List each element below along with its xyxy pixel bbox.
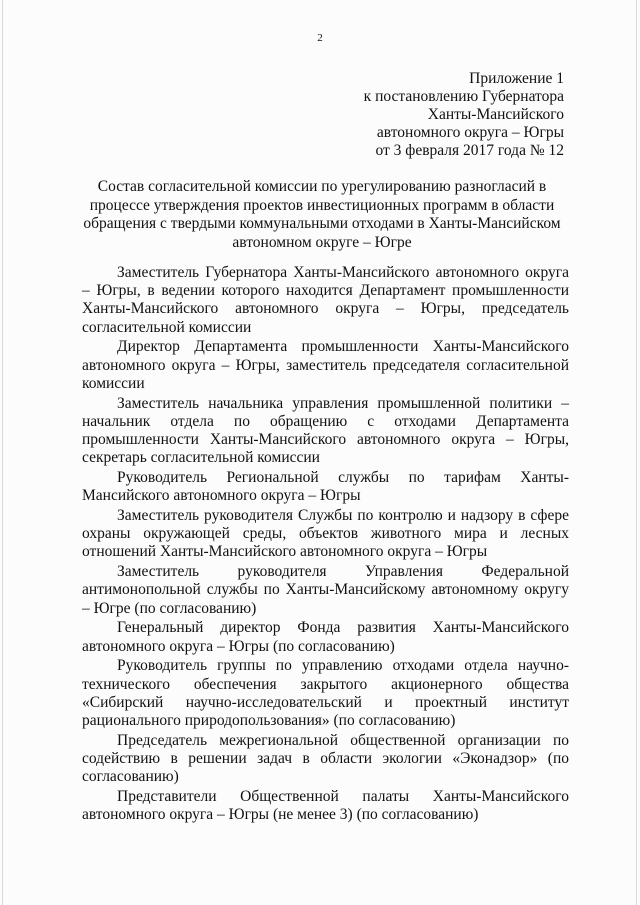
document-title [82,178,562,252]
appendix-line: к постановлению Губернатора [363,88,564,105]
title-line: процессе утверждения проектов инвестиционных программ в области [89,196,555,214]
title-line: автономном округе – Югре [232,233,412,251]
commission-member: Директор Департамента промышленности Ханты-Мансийского автономного округа – Югры, заместитель председателя согласительной комиссии [82,338,569,392]
appendix-line: Приложение 1 [469,70,564,87]
commission-member: Генеральный директор Фонда развития Ханты-Мансийского автономного округа – Югры (по согласованию) [82,619,569,655]
appendix-header [304,70,564,160]
page-number: 2 [317,32,323,44]
appendix-line: Ханты-Мансийского [427,106,564,123]
commission-member: Заместитель Губернатора Ханты-Мансийского автономного округа – Югры, в ведении которого находится Департамент промышленности Ханты-Мансийского автономного округа – Югры, председатель согласительной комиссии [82,264,569,336]
scan-edge-left [2,0,3,905]
commission-member: Руководитель Региональной службы по тарифам Ханты-Мансийского автономного округа – Югры [82,469,569,505]
commission-member: Руководитель группы по управлению отходами отдела научно-технического обеспечения закрытого акционерного общества «Сибирский научно-исследовательский и проектный институт рационального природопользования» (по согласованию) [82,657,569,730]
title-line: обращения с твердыми коммунальными отходами в Ханты-Мансийском [83,215,561,232]
commission-member: Представители Общественной палаты Ханты-Мансийского автономного округа – Югры (не менее 3) (по согласованию) [82,788,569,824]
commission-member: Председатель межрегиональной общественной организации по содействию в решении задач в области экологии «Эконадзор» (по согласованию) [82,731,569,786]
commission-members-list [82,264,569,826]
commission-member: Заместитель руководителя Службы по контролю и надзору в сфере охраны окружающей среды, объектов животного мира и лесных отношений Ханты-Мансийского автономного округа – Югры [82,507,569,561]
appendix-line: автономного округа – Югры [376,124,564,141]
commission-member: Заместитель начальника управления промышленной политики – начальник отдела по обращению с отходами Департамента промышленности Ханты-Мансийского автономного округа – Югры, секретарь согласительной комиссии [82,394,569,467]
title-line: Состав согласительной комиссии по урегулированию разногласий в [97,178,547,195]
scan-edge-right [636,0,637,905]
commission-member: Заместитель руководителя Управления Федеральной антимонопольной службы по Ханты-Мансийскому автономному округу – Югре (по согласованию) [82,563,569,617]
appendix-line: от 3 февраля 2017 года № 12 [375,142,564,159]
